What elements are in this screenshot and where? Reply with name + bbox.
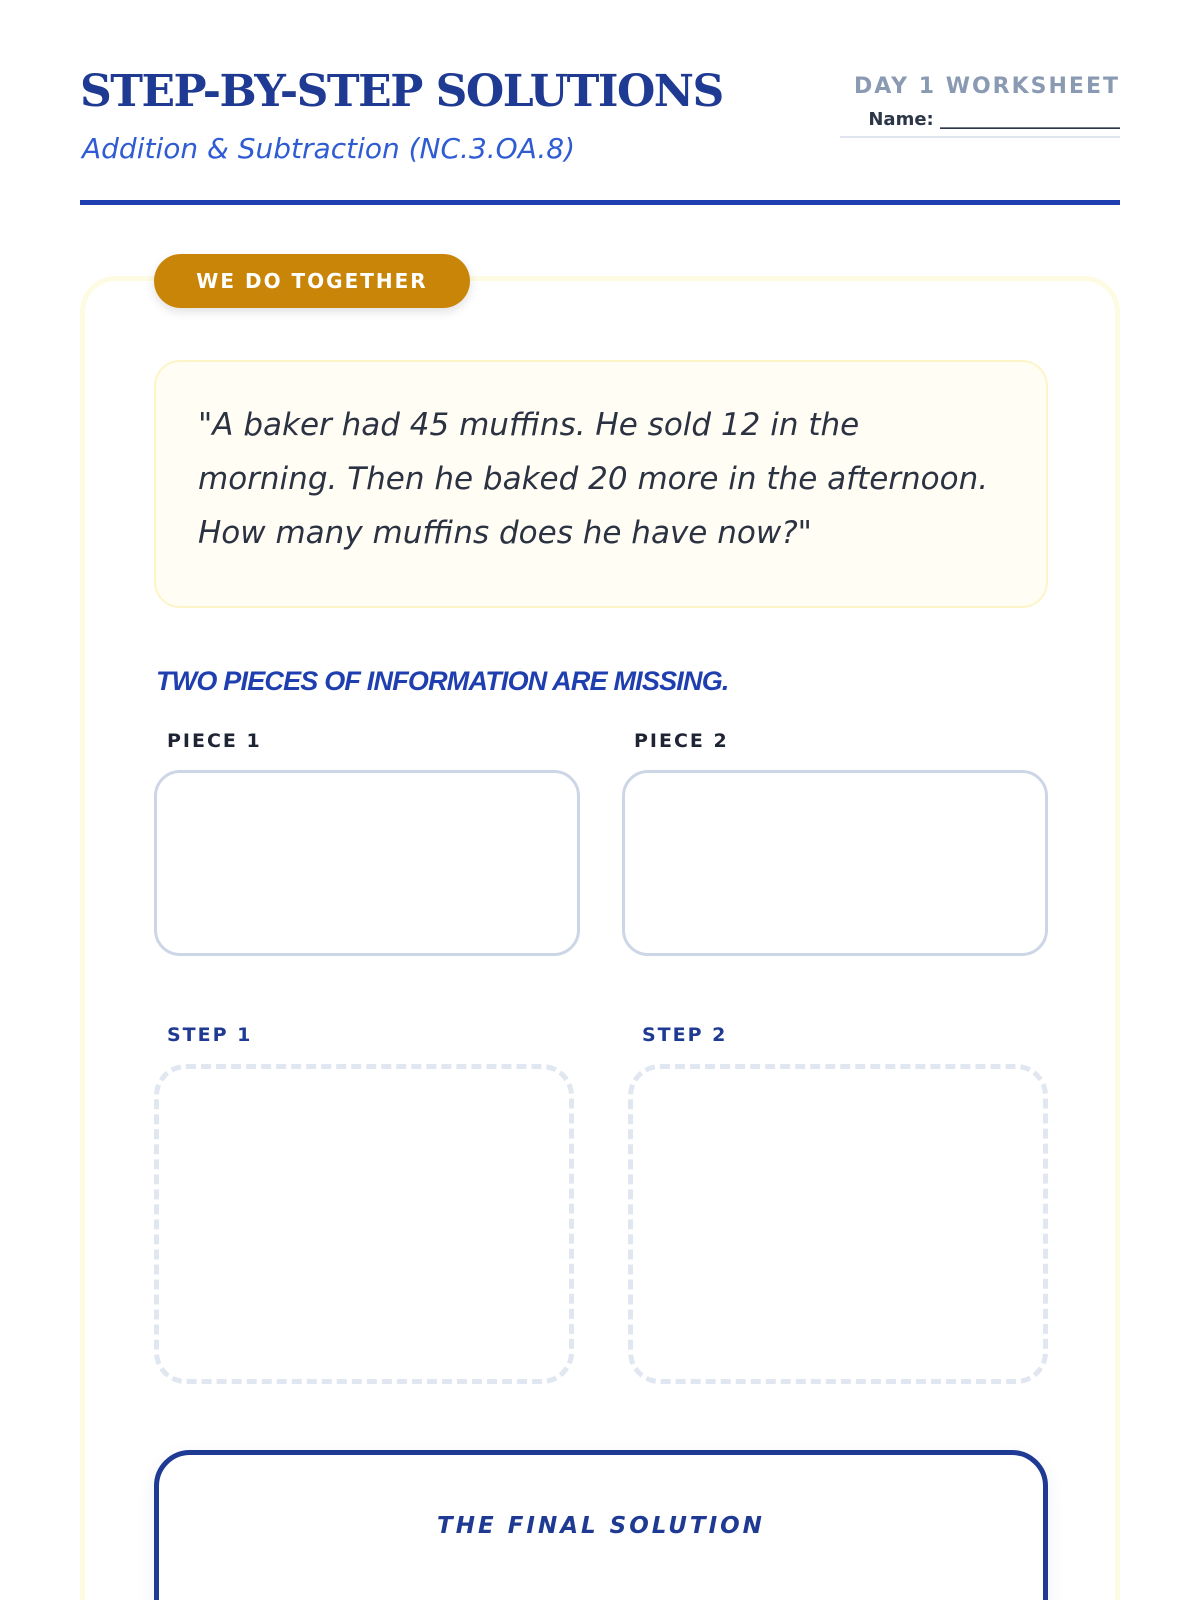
- worksheet-meta: [840, 74, 1120, 138]
- piece-1-answer-box[interactable]: [154, 770, 580, 956]
- final-solution-box[interactable]: [154, 1450, 1048, 1600]
- piece-2-answer-box[interactable]: [622, 770, 1048, 956]
- we-do-together-badge: WE DO TOGETHER: [154, 254, 470, 308]
- step-2-label: STEP 2: [642, 1024, 728, 1046]
- step-1-work-area[interactable]: [154, 1064, 574, 1384]
- step-1-label: STEP 1: [167, 1024, 253, 1046]
- final-solution-title: THE FINAL SOLUTION: [437, 1513, 765, 1539]
- piece-2-label: PIECE 2: [634, 730, 729, 752]
- piece-1-label: PIECE 1: [167, 730, 262, 752]
- header-divider: [80, 200, 1120, 205]
- page-subtitle: Addition & Subtraction (NC.3.OA.8): [82, 132, 576, 165]
- step-2-work-area[interactable]: [628, 1064, 1048, 1384]
- missing-info-heading: TWO PIECES OF INFORMATION ARE MISSING.: [156, 666, 729, 696]
- word-problem: "A baker had 45 muffins. He sold 12 in the morning. Then he baked 20 more in the afternoon. How many muffins does he have now?": [154, 360, 1048, 608]
- day-label: DAY 1 WORKSHEET: [853, 74, 1120, 99]
- name-field[interactable]: Name: ____________________: [840, 109, 1120, 138]
- page-title: STEP-BY-STEP SOLUTIONS: [80, 66, 723, 117]
